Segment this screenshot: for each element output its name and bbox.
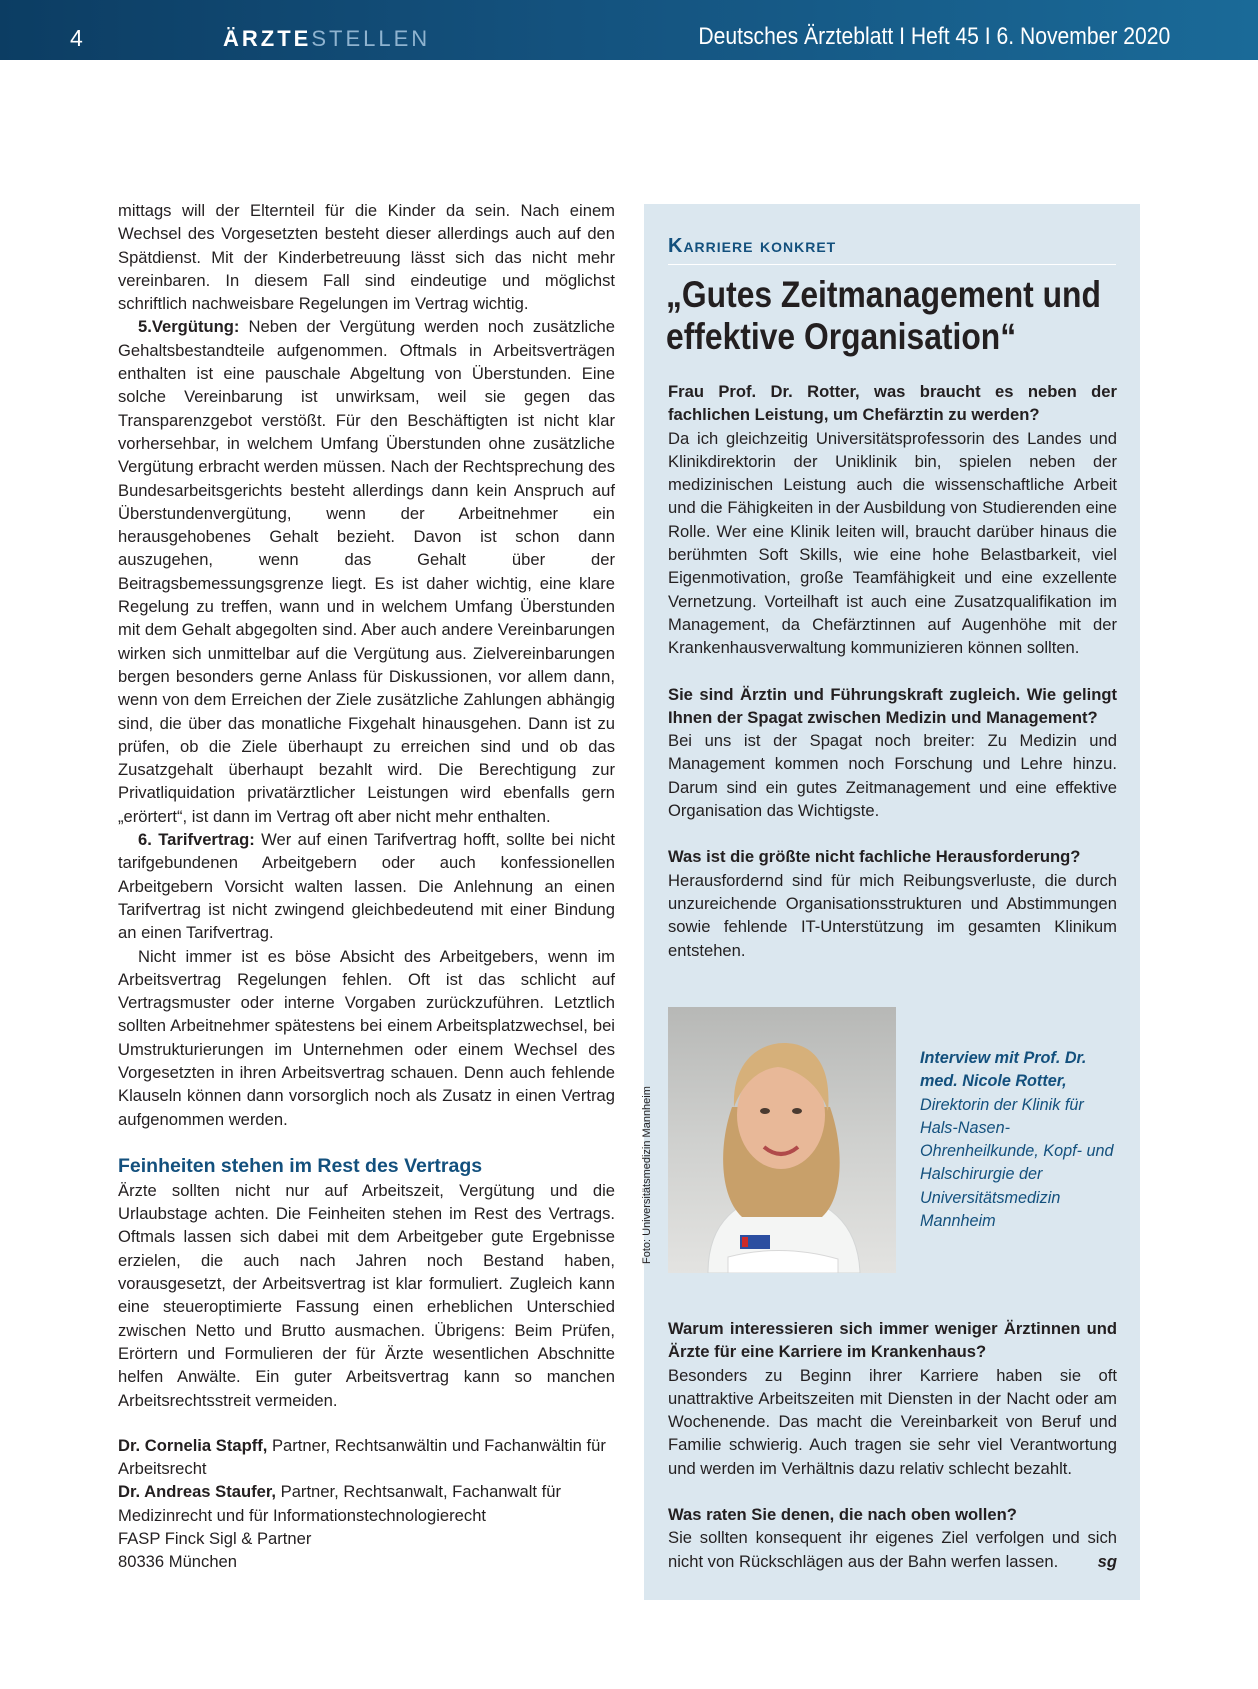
page-number: 4 [70,25,83,51]
author-staufer-name: Dr. Andreas Staufer, [118,1482,277,1502]
question-1: Frau Prof. Dr. Rotter, was braucht es neben der fachlichen Leistung, um Chefärztin zu werden? [668,382,1117,425]
photo-credit: Foto: Universitätsmedizin Mannheim [641,1086,653,1264]
tarifvertrag-text: Wer auf einen Tarifvertrag hofft, sollte bei nicht tarifgebundenen Arbeitgebern oder auch konfessionellen Arbeitgebern Vorsicht walten lassen. Die Anlehnung an einen Tarifvertrag ist nicht zwingend gleichbedeutend mit einer Bindung an einen Tarifvertrag. [118,830,615,943]
verguetung-lead: 5.Vergütung: [138,317,240,337]
answer-4: Besonders zu Beginn ihrer Karriere haben sie oft unattraktive Arbeitszeiten mit Diensten in der Nacht oder am Wochenende. Das macht die Vereinbarkeit von Beruf und Familie schwierig. Auch tragen sie sehr viel Verantwortung und werden im Verhältnis dazu relativ schlecht bezahlt. [668,1365,1117,1478]
section-kicker: Karriere konkret [668,233,1116,265]
paragraph-feinheiten: Ärzte sollten nicht nur auf Arbeitszeit, Vergütung und die Urlaubstage achten. Die Feinheiten stehen im Rest des Vertrags. Oftmals lassen sich dabei mit dem Arbeitgeber gute Ergebnisse erzielen, die auch nach Jahren noch Bestand haben, vorausgesetzt, der Arbeitsvertrag ist klar formuliert. Zugleich kann eine steueroptimierte Fassung einen erheblichen Unterschied zwischen Netto und Brutto ausmachen. Übrigens: Beim Prüfen, Erörtern und Formulieren der für Ärzte wesentlichen Abschnitte helfen Anwälte. Ein guter Arbeitsvertrag kann so manchen Arbeitsrechtsstreit vermeiden. [118,1180,615,1410]
verguetung-text: Neben der Vergütung werden noch zusätzliche Gehaltsbestandteile aufgenommen. Oftmals in Arbeitsverträgen enthalten ist eine pauschale Abgeltung von Überstunden. Eine solche Vereinbarung ist unwirksam, weil sie gegen das Transparenzgebot verstößt. Für den Beschäftigten ist nicht klar vorhersehbar, in welchem Umfang Überstunden ohne zusätzliche Vergütung erbracht werden müssen. Nach der Rechtsprechung des Bundesarbeitsgerichts besteht allerdings dann kein Anspruch auf Überstundenvergütung, wenn der Arbeitnehmer ein herausgehobenes Gehalt bezieht. Davon ist schon dann auszugehen, wenn das Gehalt über der Beitragsbemessungsgrenze liegt. Es ist daher wichtig, eine klare Regelung zu treffen, wann und in welchem Umfang Überstunden mit dem Gehalt abgegolten sind. Aber auch andere Vereinbarungen wirken sich unmittelbar auf die Vergütung aus. Zielvereinbarungen bergen besonders gerne Anlass für Diskussionen, vor allem dann, wenn von dem Erreichen der Ziele zusätzliche Zahlungen abhängig sind, die über das monatliche Fixgehalt hinausgehen. Dann ist zu prüfen, ob die Ziele überhaupt zu erreichen sind und ob das Zusatzgehalt überhaupt bezahlt wird. Die Berechtigung zur Privatliquidation privatärztlicher Leistungen wird ebenfalls gern „erörtert“, ist dann im Vertrag oft aber nicht mehr enthalten. [118,317,615,826]
interview-text-top [668,380,1117,962]
interview-title: „Gutes Zeitmanagement und effektive Organisation“ [666,274,1101,357]
answer-5-text: Sie sollten konsequent ihr eigenes Ziel verfolgen und sich nicht von Rückschlägen aus der Bahn werfen lassen. [668,1528,1117,1571]
answer-5 [668,1526,1117,1573]
interview-text-bottom [668,1317,1117,1573]
article-column [118,199,615,1574]
interview-box [641,204,1140,1600]
paragraph-tarifvertrag [118,828,615,944]
aerztestellen-logo [223,24,430,54]
answer-3: Herausfordernd sind für mich Reibungsverluste, die durch unzureichende Organisationsstrukturen und Abstimmungen sowie fehlende IT-Unterstützung im gesamten Klinikum entstehen. [668,870,1117,960]
author-block [118,1434,615,1574]
portrait-illustration [668,1007,896,1273]
logo-text-part1: ÄRZTE [223,26,312,51]
answer-1: Da ich gleichzeitig Universitätsprofessorin des Landes und Klinikdirektorin der Uniklinik bin, spielen neben der medizinischen Leistung auch die wissenschaftliche Arbeit und die Fähigkeiten in der Ausbildung von Studierenden eine Rolle. Wer eine Klinik leiten will, braucht darüber hinaus die berühmten Soft Skills, wie eine hohe Belastbarkeit, viel Eigenmotivation, große Teamfähigkeit und eine exzellente Vernetzung. Vorteilhaft ist auch eine Zusatzqualifikation im Management, da Chefärztinnen auf Augenhöhe mit der Krankenhausverwaltung kommunizieren können sollten. [668,428,1117,658]
caption-interviewee: Interview mit Prof. Dr. med. Nicole Rotter, [920,1049,1087,1091]
author-stapff [118,1434,615,1481]
question-3: Was ist die größte nicht fachliche Herausforderung? [668,847,1081,867]
paragraph-absicht: Nicht immer ist es böse Absicht des Arbeitgebers, wenn im Arbeitsvertrag Regelungen fehlen. Oft ist das schlicht auf Vertragsmuster oder interne Vorgaben zurückzuführen. Letztlich sollten Arbeitnehmer spätestens bei einem Arbeitsplatzwechsel, bei Umstrukturierungen im Unternehmen oder einem Wechsel des Vorgesetzten in ihren Arbeitsvertrag schauen. Denn auch fehlende Klauseln können dann vorsorglich noch als Zusatz in einen Vertrag aufgenommen werden. [118,946,615,1129]
author-signature: sg [1097,1551,1117,1571]
subheading-feinheiten: Feinheiten stehen im Rest des Vertrags [118,1154,483,1177]
tarifvertrag-lead: 6. Tarifvertrag: [138,830,255,850]
answer-2: Bei uns ist der Spagat noch breiter: Zu Medizin und Management kommen noch Forschung und Lehre hinzu. Darum sind ein gutes Zeitmanagement und eine effektive Organisation das Wichtigste. [668,731,1117,821]
firm-city: 80336 München [118,1552,238,1572]
question-4: Warum interessieren sich immer weniger Ärztinnen und Ärzte für eine Karriere im Krankenhaus? [668,1319,1117,1362]
page-header [0,0,1258,60]
paragraph-childcare: mittags will der Elternteil für die Kinder da sein. Nach einem Wechsel des Vorgesetzten besteht dieser allerdings auch auf den Spätdienst. Mit der Kinderbetreuung lässt sich das nicht mehr vereinbaren. In diesem Fall sind eindeutige und möglichst schriftlich nachweisbare Regelungen im Vertrag wichtig. [118,201,615,314]
caption-role: Direktorin der Klinik für Hals-Nasen-Ohrenheilkunde, Kopf- und Halschirurgie der Universitätsmedizin Mannheim [920,1095,1114,1231]
question-5: Was raten Sie denen, die nach oben wollen? [668,1505,1017,1525]
author-stapff-role: Partner, Rechtsanwältin und Fachanwältin für Arbeitsrecht [118,1435,606,1479]
photo-caption [920,1047,1120,1233]
firm-name: FASP Finck Sigl & Partner [118,1529,312,1549]
portrait-photo [668,1007,896,1273]
logo-text-part2: STELLEN [311,26,431,51]
paragraph-verguetung [118,315,615,828]
author-stapff-name: Dr. Cornelia Stapff, [118,1435,268,1455]
issue-info: Deutsches Ärzteblatt I Heft 45 I 6. November 2020 [698,23,1170,50]
author-staufer-role: Partner, Rechtsanwalt, Fachanwalt für Medizinrecht und für Informationstechnologierecht [118,1482,562,1525]
author-staufer [118,1480,615,1527]
question-2: Sie sind Ärztin und Führungskraft zugleich. Wie gelingt Ihnen der Spagat zwischen Medizin und Management? [668,684,1117,727]
